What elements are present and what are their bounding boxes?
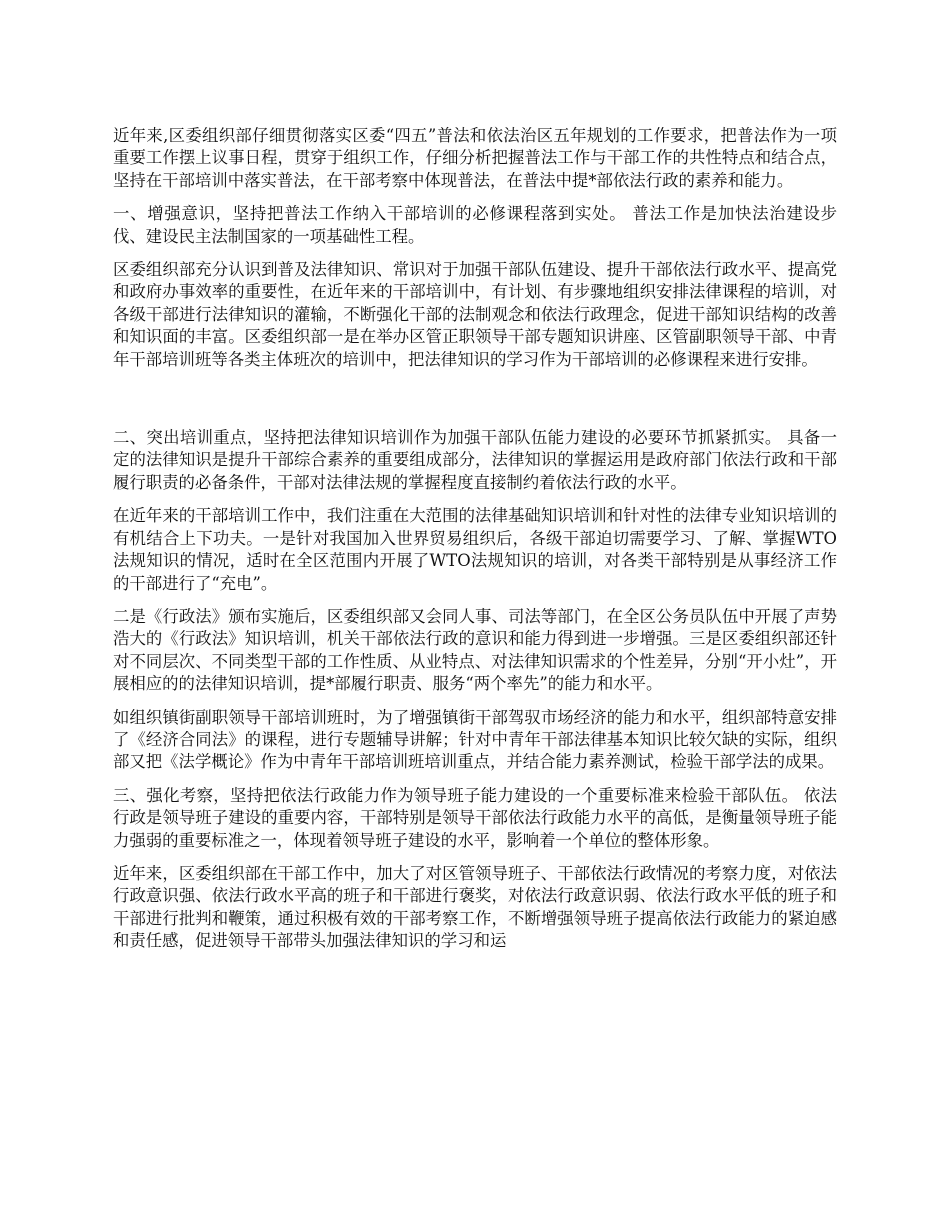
document-body (113, 125, 837, 964)
paragraph-section-2-example: 如组织镇街副职领导干部培训班时，为了增强镇街干部驾驭市场经济的能力和水平，组织部特意安排了《经济合同法》的课程，进行专题辅导讲解；针对中青年干部法律基本知识比较欠缺的实际，组织部又把《法学概论》作为中青年干部培训班培训重点，并结合能力素养测试，检验干部学法的成果。 (113, 707, 837, 772)
paragraph-section-2-admin-law: 二是《行政法》颁布实施后，区委组织部又会同人事、司法等部门，在全区公务员队伍中开展了声势浩大的《行政法》知识培训，机关干部依法行政的意识和能力得到进一步增强。三是区委组织部还针对不同层次、不同类型干部的工作性质、从业特点、对法律知识需求的个性差异，分别“开小灶”，开展相应的的法律知识培训，提*部履行职责、服务“两个率先”的能力和水平。 (113, 606, 837, 694)
paragraph-section-3-heading: 三、强化考察，坚持把依法行政能力作为领导班子能力建设的一个重要标准来检验干部队伍。 依法行政是领导班子建设的重要内容，干部特别是领导干部依法行政能力水平的高低，是衡量领导班子能力强弱的重要标准之一，体现着领导班子建设的水平，影响着一个单位的整体形象。 (113, 785, 837, 850)
paragraph-section-2-wto: 在近年来的干部培训工作中，我们注重在大范围的法律基础知识培训和针对性的法律专业知识培训的有机结合上下功夫。一是针对我国加入世界贸易组织后，各级干部迫切需要学习、了解、掌握WTO法规知识的情况，适时在全区范围内开展了WTO法规知识的培训，对各类干部特别是从事经济工作的干部进行了“充电”。 (113, 506, 837, 593)
paragraph-intro: 近年来,区委组织部仔细贯彻落实区委“四五”普法和依法治区五年规划的工作要求，把普法作为一项重要工作摆上议事日程，贯穿于组织工作，仔细分析把握普法工作与干部工作的共性特点和结合点，坚持在干部培训中落实普法，在干部考察中体现普法，在普法中提*部依法行政的素养和能力。 (113, 126, 837, 190)
paragraph-section-1-body: 区委组织部充分认识到普及法律知识、常识对于加强干部队伍建设、提升干部依法行政水平、提高党和政府办事效率的重要性，在近年来的干部培训中，有计划、有步骤地组织安排法律课程的培训，对各级干部进行法律知识的灌输，不断强化干部的法制观念和依法行政理念，促进干部知识结构的改善和知识面的丰富。区委组织部一是在举办区管正职领导干部专题知识讲座、区管副职领导干部、中青年干部培训班等各类主体班次的培训中，把法律知识的学习作为干部培训的必修课程来进行安排。 (113, 260, 837, 369)
paragraph-section-1-heading: 一、增强意识，坚持把普法工作纳入干部培训的必修课程落到实处。 普法工作是加快法治建设步伐、建设民主法制国家的一项基础性工程。 (113, 204, 837, 246)
paragraph-section-2-heading: 二、突出培训重点，坚持把法律知识培训作为加强干部队伍能力建设的必要环节抓紧抓实。 具备一定的法律知识是提升干部综合素养的重要组成部分，法律知识的掌握运用是政府部门依法行政和干部履行职责的必备条件，干部对法律法规的掌握程度直接制约着依法行政的水平。 (113, 428, 837, 492)
paragraph-section-3-body: 近年来，区委组织部在干部工作中，加大了对区管领导班子、干部依法行政情况的考察力度，对依法行政意识强、依法行政水平高的班子和干部进行褒奖，对依法行政意识弱、依法行政水平低的班子和干部进行批判和鞭策，通过积极有效的干部考察工作，不断增强领导班子提高依法行政能力的紧迫感和责任感，促进领导干部带头加强法律知识的学习和运 (113, 863, 837, 951)
